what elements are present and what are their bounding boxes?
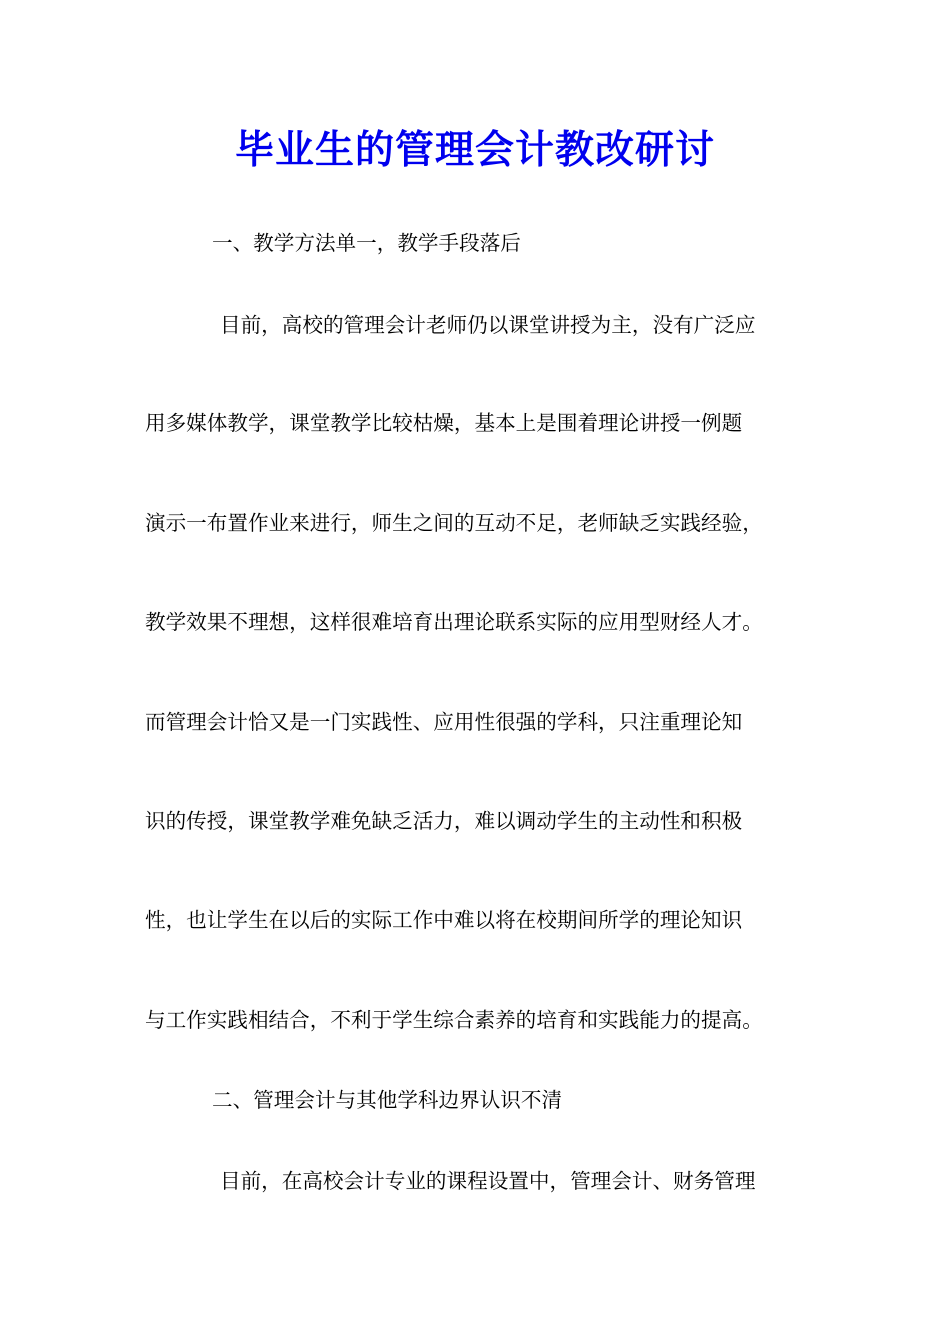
paragraph-line: 而管理会计恰又是一门实践性、应用性很强的学科，只注重理论知 xyxy=(145,710,743,734)
paragraph-line: 演示一布置作业来进行，师生之间的互动不足，老师缺乏实践经验， xyxy=(145,511,763,535)
paragraph-line: 目前，在高校会计专业的课程设置中，管理会计、财务管理 xyxy=(220,1169,756,1193)
paragraph-line: 用多媒体教学，课堂教学比较枯燥，基本上是围着理论讲授一例题 xyxy=(145,411,743,435)
paragraph-line: 目前，高校的管理会计老师仍以课堂讲授为主，没有广泛应 xyxy=(220,313,756,337)
paragraph-line: 性，也让学生在以后的实际工作中难以将在校期间所学的理论知识 xyxy=(145,908,743,932)
section-heading-2: 二、管理会计与其他学科边界认识不清 xyxy=(212,1088,563,1112)
paragraph-line: 教学效果不理想，这样很难培育出理论联系实际的应用型财经人才。 xyxy=(145,610,763,634)
document-title: 毕业生的管理会计教改研讨 xyxy=(234,127,715,173)
paragraph-line: 与工作实践相结合，不利于学生综合素养的培育和实践能力的提高。 xyxy=(145,1008,763,1032)
paragraph-line: 识的传授，课堂教学难免缺乏活力，难以调动学生的主动性和积极 xyxy=(145,809,743,833)
section-heading-1: 一、教学方法单一，教学手段落后 xyxy=(212,231,521,255)
